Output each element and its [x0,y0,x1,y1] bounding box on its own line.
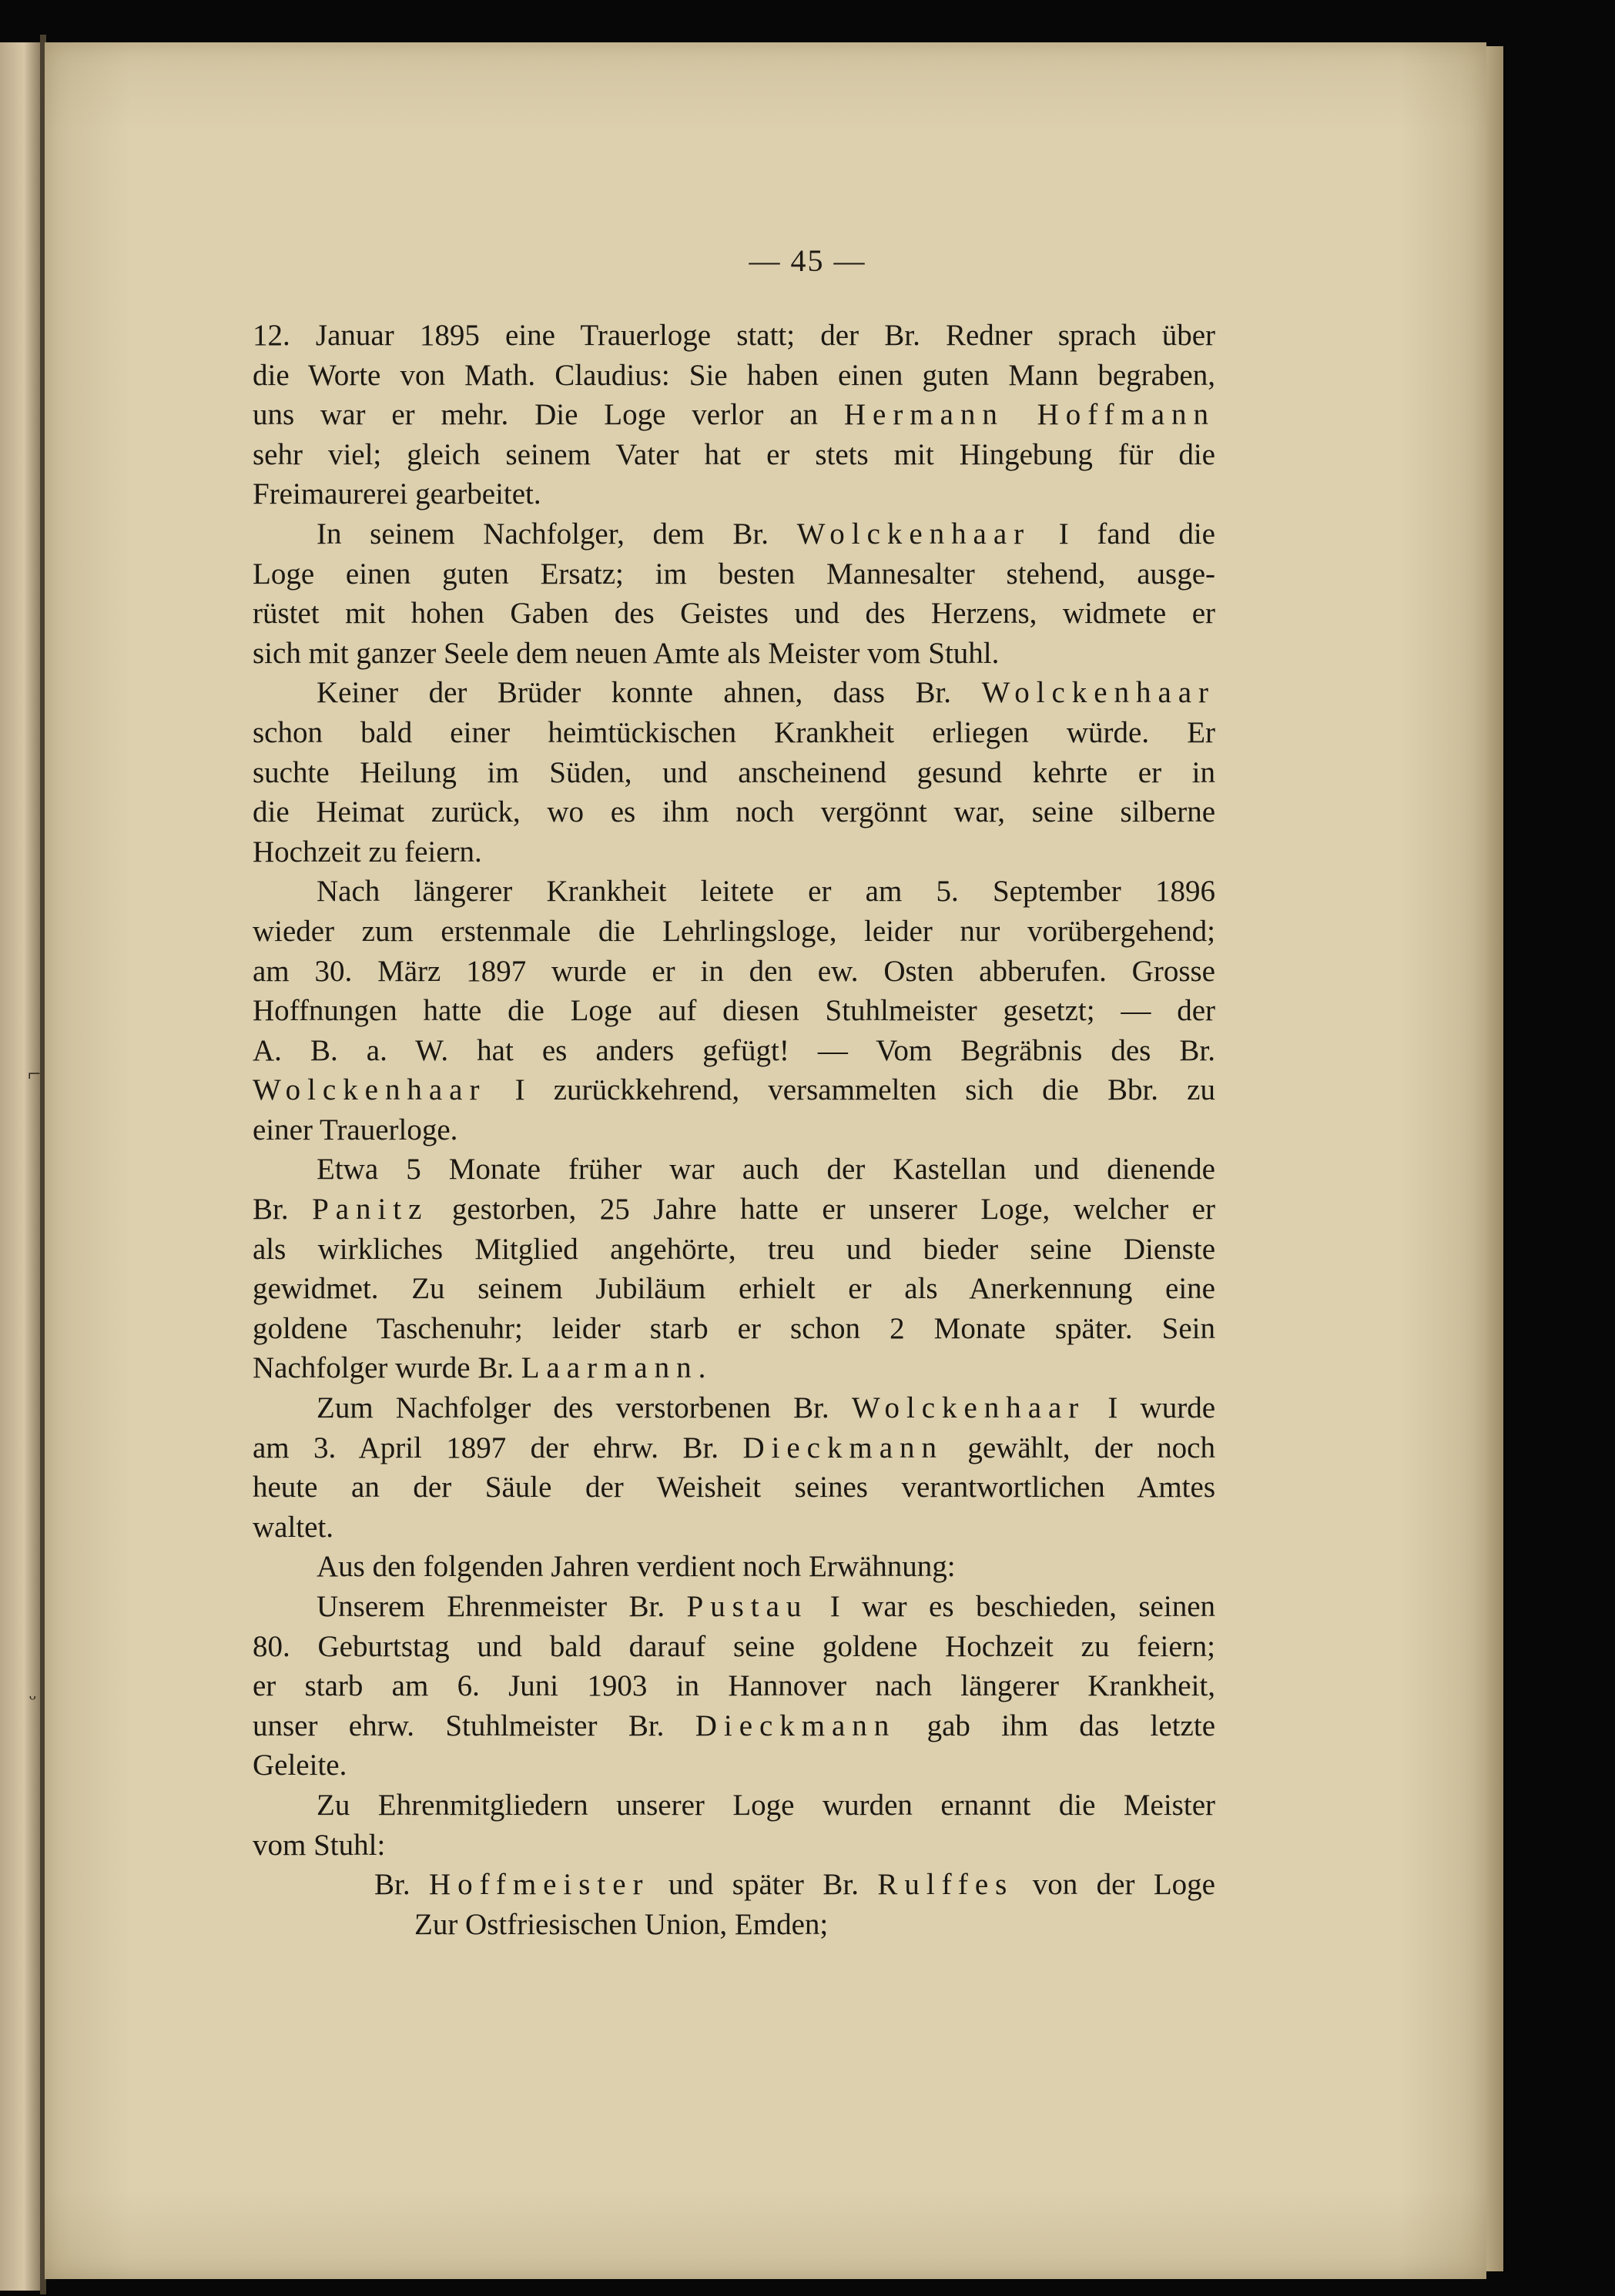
text-line [253,435,1215,475]
spaced-name: Pustau [686,1590,809,1623]
text-run: Br. [253,1193,313,1227]
text-run: gestorben, 25 Jahre hatte er unserer Loge, welcher er [428,1193,1215,1227]
spaced-name: Wolckenhaar [851,1391,1086,1425]
spaced-name: Laarmann [521,1351,699,1385]
text-run: vom Stuhl: [253,1828,386,1862]
text-line [253,1547,1215,1587]
text-line [253,1428,1215,1468]
text-run: heute an der Säule der Weisheit seines verantwortlichen Amtes [253,1471,1215,1504]
facing-page-edge [0,42,40,2291]
text-line [253,991,1215,1031]
text-line [253,1230,1215,1270]
text-line [253,1468,1215,1508]
text-line [253,1150,1215,1190]
text-run: gewählt, der noch [943,1431,1215,1464]
text-line [253,395,1215,435]
text-line [253,1031,1215,1071]
text-run: goldene Taschenuhr; leider starb er schon 2 Monate später. Sein [253,1311,1215,1345]
text-run: 80. Geburtstag und bald darauf seine goldene Hochzeit zu feiern; [253,1629,1215,1663]
text-line [253,713,1215,753]
spaced-name: Dieckmann [742,1431,943,1464]
text-run: Hoffnungen hatte die Loge auf diesen Stuhlmeister gesetzt; — der [253,994,1215,1028]
text-line [253,912,1215,952]
page-number: — 45 — [749,243,866,278]
text-run: . [698,1351,706,1385]
text-run: Hochzeit zu feiern. [253,835,482,869]
text-line [253,514,1215,554]
text-run: Keiner der Brüder konnte ahnen, dass Br. [317,676,982,710]
text-run: Geleite. [253,1749,347,1782]
text-line [253,872,1215,912]
text-line [253,1110,1215,1150]
text-run: I war es beschieden, seinen [808,1590,1215,1623]
text-run: Zum Nachfolger des verstorbenen Br. [317,1391,852,1425]
text-run: rüstet mit hohen Gaben des Geistes und des Herzens, widmete er [253,597,1215,631]
text-run: er starb am 6. Juni 1903 in Hannover nach längerer Krankheit, [253,1669,1215,1703]
text-line [253,832,1215,872]
text-run: I wurde [1085,1391,1215,1425]
spaced-name: Hermann Hoffmann [843,398,1215,432]
text-run: gab ihm das letzte [896,1709,1215,1742]
text-run: Etwa 5 Monate früher war auch der Kastellan und dienende [317,1153,1215,1186]
text-line [253,673,1215,713]
text-line [253,1508,1215,1548]
page-stack-edge [1486,46,1503,2271]
text-line [253,1865,1215,1905]
text-run: Nach längerer Krankheit leitete er am 5. September 1896 [317,875,1215,909]
spaced-name: Dieckmann [695,1709,896,1742]
text-line [253,356,1215,396]
text-run: Nachfolger wurde Br. [253,1351,521,1385]
text-line [253,1706,1215,1746]
text-run: Unserem Ehrenmeister Br. [317,1590,687,1623]
text-line [253,1269,1215,1309]
text-line [253,316,1215,356]
text-run: Br. [374,1868,430,1902]
text-line [253,1826,1215,1866]
text-line [253,1666,1215,1706]
text-run: Aus den folgenden Jahren verdient noch Erwähnung: [317,1550,956,1584]
text-run: die Worte von Math. Claudius: Sie haben einen guten Mann begraben, [253,358,1215,392]
text-run: I fand die [1030,517,1215,551]
text-run: A. B. a. W. hat es anders gefügt! — Vom Begräbnis des Br. [253,1033,1215,1067]
text-line [253,1587,1215,1627]
text-line [253,1905,1215,1945]
text-line [253,474,1215,514]
text-run: Zur Ostfriesischen Union, Emden; [414,1907,829,1941]
text-run: gewidmet. Zu seinem Jubiläum erhielt er als Anerkennung eine [253,1272,1215,1306]
text-run: von der Loge [1014,1868,1215,1902]
text-line [253,1786,1215,1826]
spaced-name: Rulffes [877,1868,1014,1902]
text-line [253,1190,1215,1230]
text-run: schon bald einer heimtückischen Krankheit erliegen würde. Er [253,715,1215,749]
spaced-name: Wolckenhaar [253,1073,487,1107]
text-run: die Heimat zurück, wo es ihm noch vergönnt war, seine silberne [253,795,1215,829]
text-line [253,1070,1215,1110]
text-run: Freimaurerei gearbeitet. [253,477,541,511]
text-run: einer Trauerloge. [253,1113,458,1146]
text-line [253,594,1215,634]
margin-mark-icon: ⌐ [28,1061,41,1086]
text-run: suchte Heilung im Süden, und anscheinend gesund kehrte er in [253,755,1215,789]
body-text [253,316,1215,1944]
text-line [253,1745,1215,1786]
text-run: sehr viel; gleich seinem Vater hat er stets mit Hingebung für die [253,437,1215,471]
text-line [253,554,1215,594]
text-run: wieder zum erstenmale die Lehrlingsloge, leider nur vorübergehend; [253,914,1215,948]
text-run: unser ehrw. Stuhlmeister Br. [253,1709,695,1742]
text-run: Zu Ehrenmitgliedern unserer Loge wurden ernannt die Meister [317,1788,1215,1822]
text-line [253,1309,1215,1349]
spaced-name: Wolckenhaar [981,676,1215,710]
text-line [253,634,1215,674]
text-run: am 3. April 1897 der ehrw. Br. [253,1431,743,1464]
text-run: uns war er mehr. Die Loge verlor an [253,398,844,432]
text-run: am 30. März 1897 wurde er in den ew. Osten abberufen. Grosse [253,954,1215,988]
text-run: I zurückkehrend, versammelten sich die Bbr. zu [486,1073,1215,1107]
text-line [253,753,1215,793]
spaced-name: Panitz [312,1193,429,1227]
spaced-name: Wolckenhaar [796,517,1031,551]
spaced-name: Hoffmeister [429,1868,650,1902]
text-run: In seinem Nachfolger, dem Br. [317,517,797,551]
text-line [253,1348,1215,1388]
margin-mark-icon: ᵕ [29,1686,36,1712]
text-line [253,1388,1215,1428]
text-run: und später Br. [649,1868,878,1902]
text-run: Loge einen guten Ersatz; im besten Mannesalter stehend, ausge- [253,557,1215,591]
text-run: 12. Januar 1895 eine Trauerloge statt; der Br. Redner sprach über [253,319,1215,352]
text-run: als wirkliches Mitglied angehörte, treu und bieder seine Dienste [253,1232,1215,1266]
text-run: waltet. [253,1510,334,1544]
text-line [253,792,1215,832]
text-run: sich mit ganzer Seele dem neuen Amte als Meister vom Stuhl. [253,636,1000,670]
text-line [253,1627,1215,1667]
text-line [253,952,1215,992]
